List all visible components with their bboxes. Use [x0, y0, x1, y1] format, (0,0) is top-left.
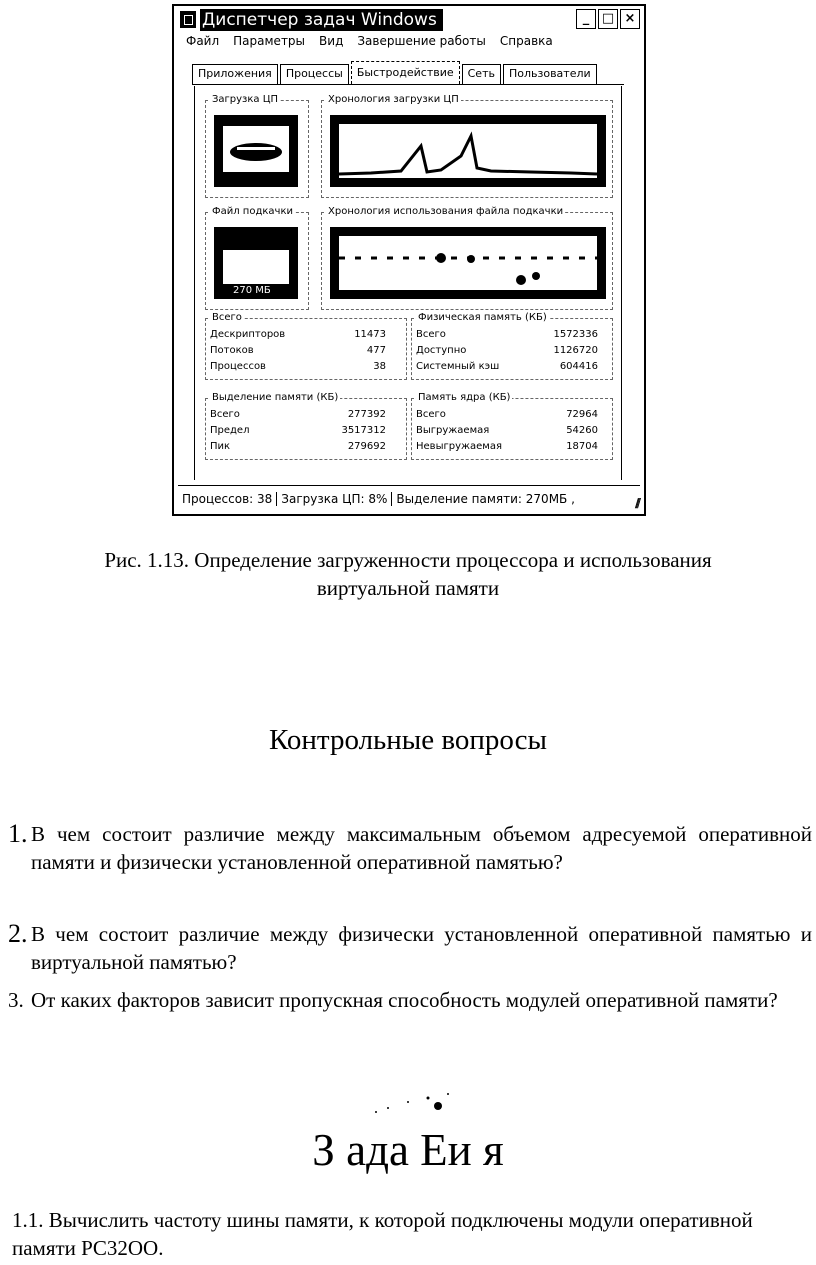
performance-panel	[194, 86, 622, 480]
stat-row	[210, 407, 386, 423]
stat-row	[416, 439, 598, 455]
close-button[interactable]: ×	[620, 9, 640, 29]
stat-value: 1572336	[553, 329, 598, 340]
stat-value: 279692	[347, 441, 386, 452]
cpu-history-graph	[330, 115, 606, 187]
menu-options[interactable]: Параметры	[233, 34, 306, 48]
menu-shutdown[interactable]: Завершение работы	[357, 34, 486, 48]
stat-row	[210, 343, 386, 359]
pagefile-meter	[214, 227, 298, 299]
tab-applications[interactable]: Приложения	[192, 64, 278, 84]
stat-label: Процессов	[210, 361, 266, 372]
pagefile-value: 270 МБ	[233, 285, 271, 296]
stat-row	[210, 359, 386, 375]
stat-row	[416, 327, 598, 343]
menu-bar	[186, 34, 553, 48]
resize-grip-icon[interactable]: ///	[634, 496, 638, 510]
question-text: В чем состоит различие между максимальным объемом адресуемой оперативной памяти и физически установленной оперативной памятью?	[31, 822, 812, 874]
stat-value: 604416	[559, 361, 598, 372]
question-number: 1.	[8, 819, 28, 848]
task-manager-window	[172, 4, 646, 516]
status-commit: Выделение памяти: 270МБ ,	[396, 492, 575, 506]
stat-row	[210, 327, 386, 343]
stat-value: 18704	[566, 441, 598, 452]
stat-value: 11473	[354, 329, 386, 340]
figure-caption	[20, 546, 796, 602]
pagefile-label: Файл подкачки	[212, 206, 293, 217]
stat-label: Всего	[416, 409, 446, 420]
stat-value: 72964	[566, 409, 598, 420]
cpu-history-label: Хронология загрузки ЦП	[328, 94, 459, 105]
caption-line: Рис. 1.13. Определение загруженности процессора и использования	[104, 548, 712, 572]
stat-row	[416, 423, 598, 439]
commit-charge-title: Выделение памяти (КБ)	[212, 392, 339, 403]
stat-row	[416, 343, 598, 359]
window-title: Диспетчер задач Windows	[200, 9, 443, 31]
minimize-button[interactable]: _	[576, 9, 596, 29]
pagefile-history-graph	[330, 227, 606, 299]
maximize-button[interactable]: □	[598, 9, 618, 29]
physical-memory-group	[411, 312, 613, 380]
pagefile-history-graphic	[331, 228, 605, 298]
physical-memory-title: Физическая память (КБ)	[418, 312, 547, 323]
stat-value: 3517312	[341, 425, 386, 436]
stat-value: 477	[366, 345, 386, 356]
kernel-memory-group	[411, 392, 613, 460]
caption-line: виртуальной памяти	[316, 576, 500, 600]
scan-speckles	[368, 1088, 458, 1118]
title-bar	[180, 8, 640, 32]
pagefile-group	[205, 206, 309, 310]
cpu-usage-label: Загрузка ЦП	[212, 94, 279, 105]
question-number: 2.	[8, 919, 28, 948]
stat-value: 277392	[347, 409, 386, 420]
pagefile-history-group	[321, 206, 613, 310]
kernel-memory-title: Память ядра (КБ)	[418, 392, 511, 403]
stat-label: Предел	[210, 425, 250, 436]
stat-label: Всего	[210, 409, 240, 420]
stat-value: 38	[373, 361, 386, 372]
stat-label: Доступно	[416, 345, 467, 356]
stat-row	[416, 359, 598, 375]
menu-view[interactable]: Вид	[319, 34, 344, 48]
stat-label: Дескрипторов	[210, 329, 286, 340]
cpu-usage-meter	[214, 115, 298, 187]
stat-label: Потоков	[210, 345, 254, 356]
cpu-usage-group	[205, 94, 309, 198]
stat-label: Всего	[416, 329, 446, 340]
tab-processes[interactable]: Процессы	[280, 64, 349, 84]
section-heading: Контрольные вопросы	[269, 724, 547, 756]
stat-value: 1126720	[553, 345, 598, 356]
stat-label: Невыгружаемая	[416, 441, 502, 452]
cpu-usage-graphic	[215, 116, 297, 186]
menu-help[interactable]: Справка	[499, 34, 553, 48]
menu-file[interactable]: Файл	[186, 34, 220, 48]
cpu-history-graphic	[331, 116, 605, 186]
stat-row	[416, 407, 598, 423]
stat-row	[210, 439, 386, 455]
section-heading-tasks: З ада Еи я	[312, 1125, 504, 1175]
status-bar	[178, 485, 640, 512]
stat-label: Системный кэш	[416, 361, 500, 372]
tab-network[interactable]: Сеть	[462, 64, 501, 84]
stat-row	[210, 423, 386, 439]
tab-performance[interactable]: Быстродействие	[351, 61, 460, 84]
tab-users[interactable]: Пользователи	[503, 64, 597, 84]
tab-strip	[192, 64, 624, 85]
question-item	[8, 819, 812, 876]
stat-value: 54260	[566, 425, 598, 436]
stat-label: Пик	[210, 441, 231, 452]
cpu-history-group	[321, 94, 613, 198]
question-number: 3.	[8, 988, 24, 1012]
task-item: 1.1. Вычислить частоту шины памяти, к которой подключены модули оперативной памяти PC32OO.	[12, 1208, 753, 1260]
question-text: От каких факторов зависит пропускная способность модулей оперативной памяти?	[31, 988, 778, 1012]
stat-label: Выгружаемая	[416, 425, 490, 436]
question-text: В чем состоит различие между физически установленной оперативной памятью и виртуальной памятью?	[31, 922, 812, 974]
task-manager-icon	[180, 11, 196, 28]
status-processes: Процессов: 38	[178, 492, 277, 506]
totals-title: Всего	[212, 312, 242, 323]
totals-group	[205, 312, 407, 380]
question-item	[8, 986, 812, 1014]
status-cpu: Загрузка ЦП: 8%	[277, 492, 392, 506]
pagefile-history-label: Хронология использования файла подкачки	[328, 206, 564, 217]
question-item	[8, 919, 812, 976]
commit-charge-group	[205, 392, 407, 460]
